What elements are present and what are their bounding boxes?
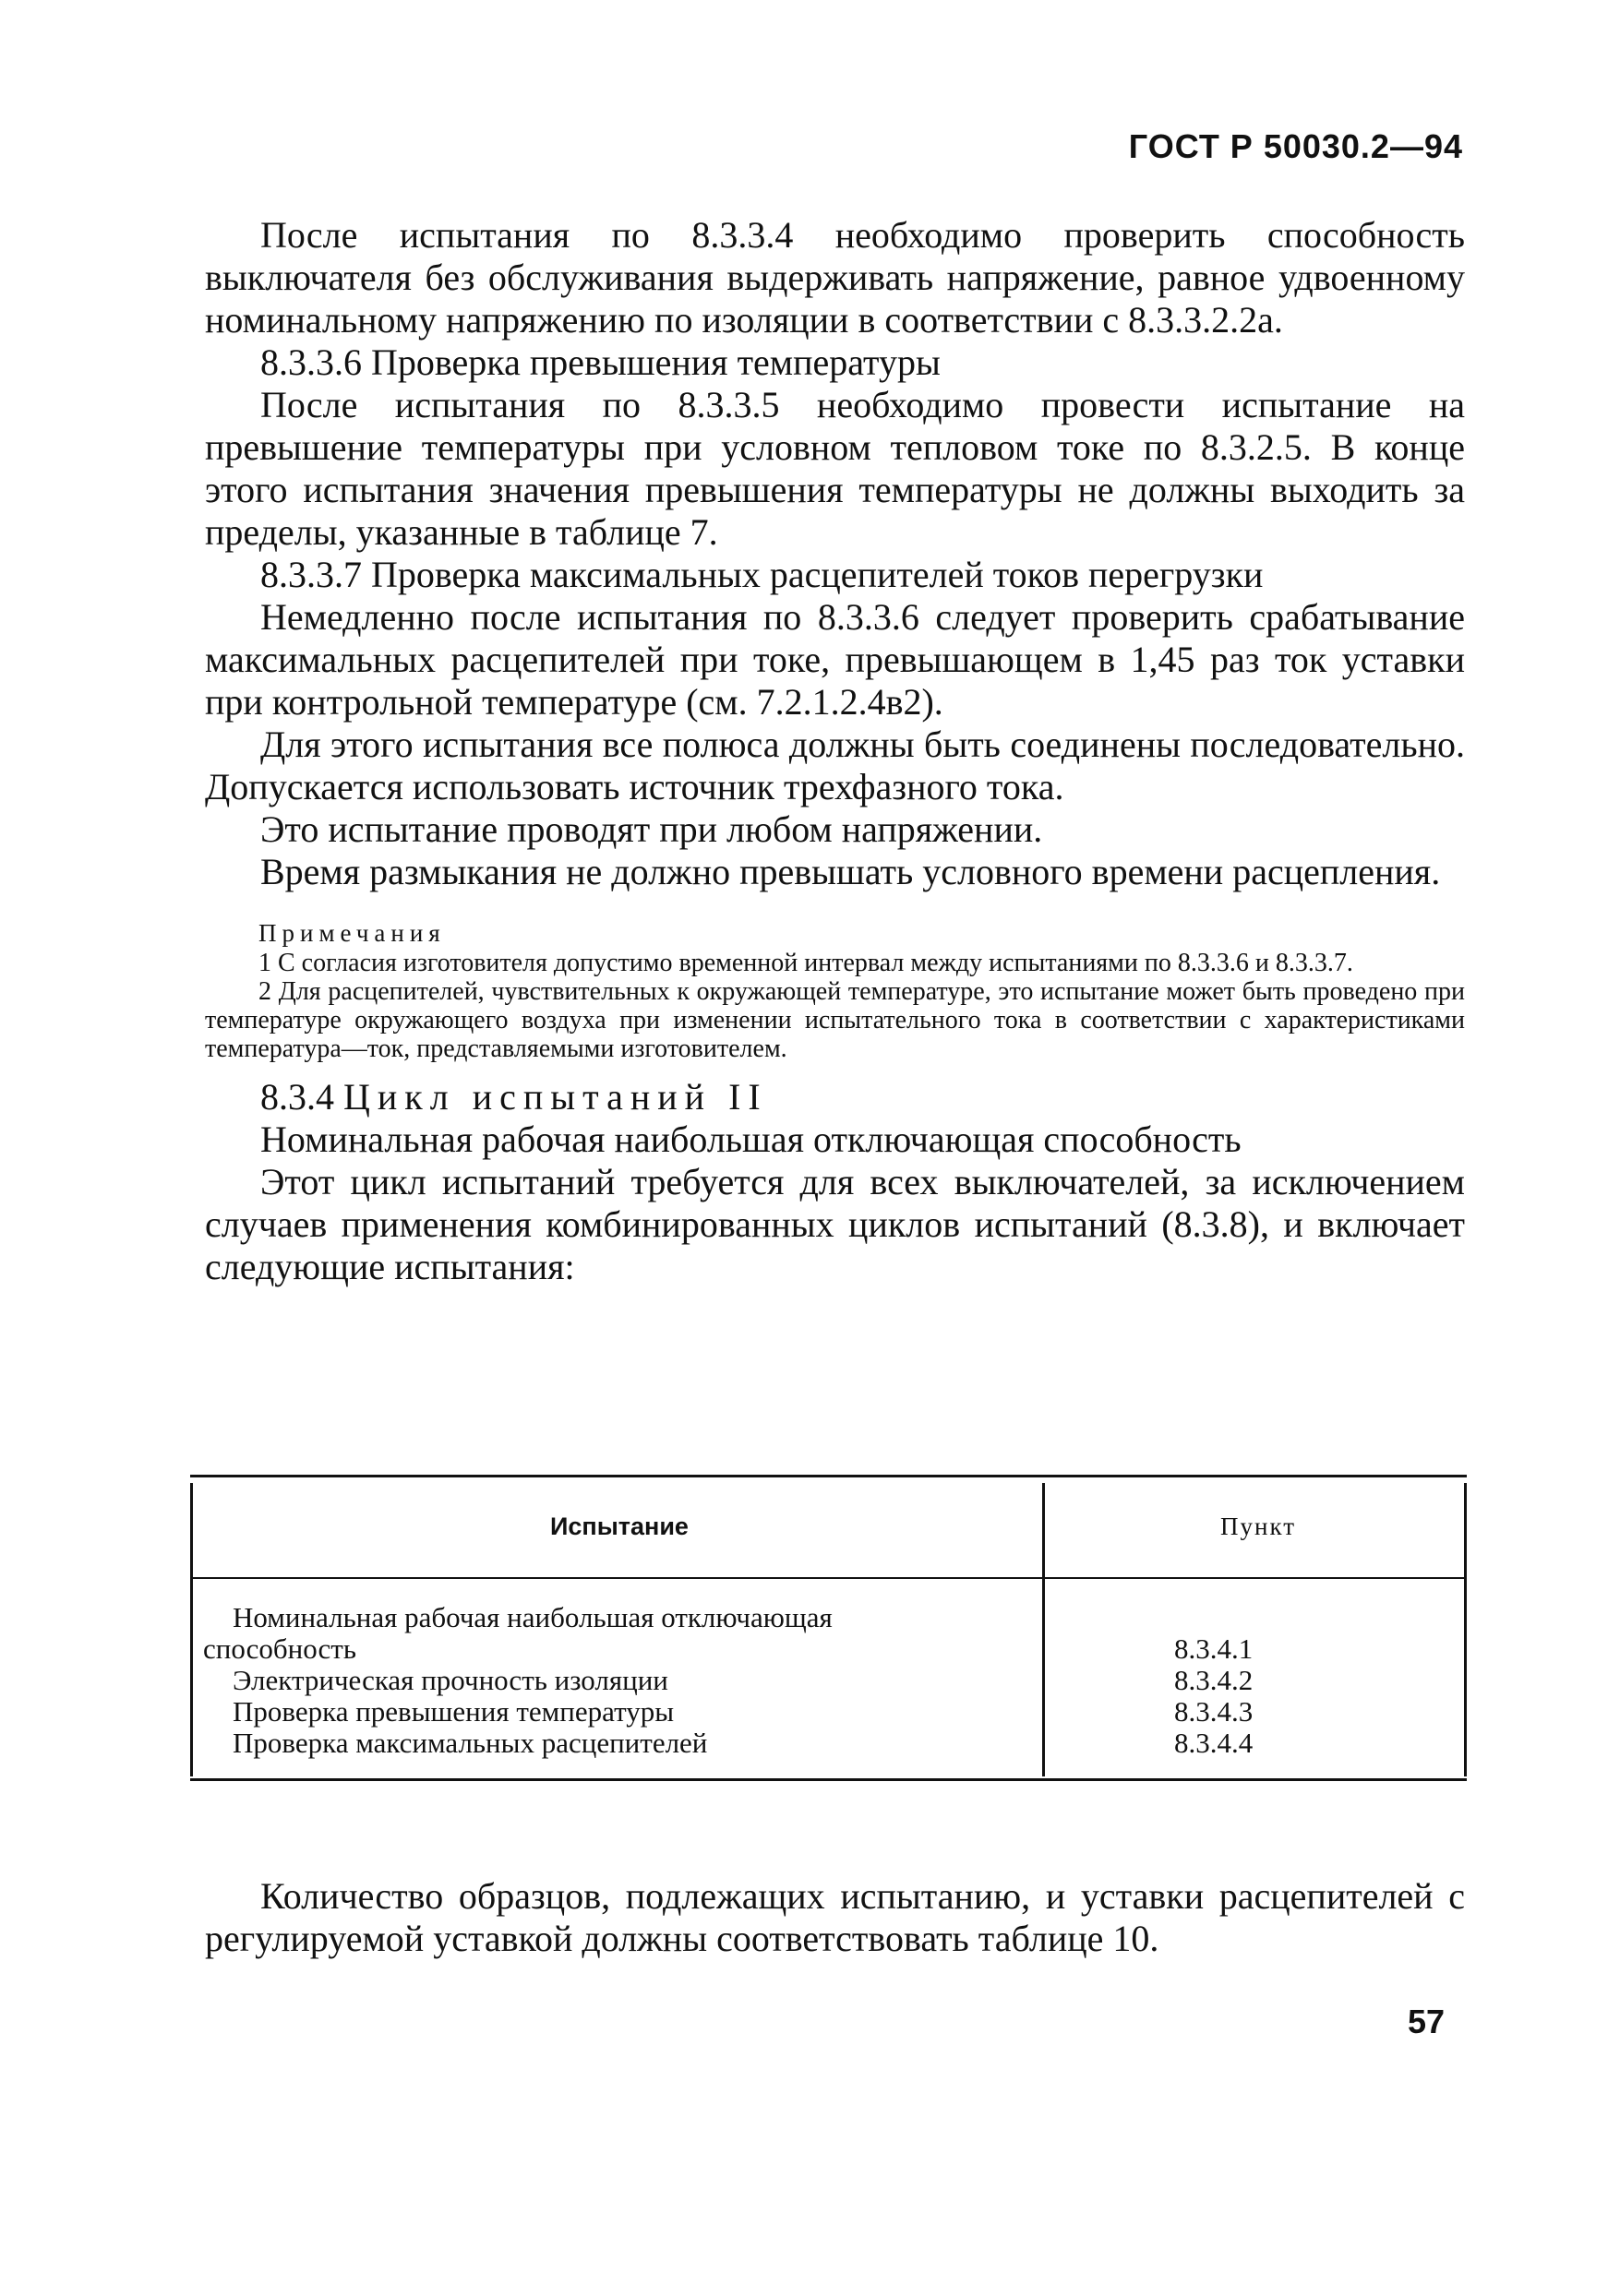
paragraph: Это испытание проводят при любом напряжении. [260, 808, 1043, 850]
paragraph: Время размыкания не должно превышать условного времени расцепления. [260, 851, 1441, 892]
paragraph: Немедленно после испытания по 8.3.3.6 следует проверить срабатывание максимальных расцепителей при токе, превышающем в 1,45 раз ток уставки при контрольной температуре (см. 7.2.1.2.4в2). [205, 596, 1465, 723]
paragraph: После испытания по 8.3.3.5 необходимо провести испытание на превышение температуры при условном тепловом токе по 8.3.2.5. В конце этого испытания значения превышения температуры не должны выходить за пределы, указанные в таблице 7. [205, 384, 1465, 553]
table-cell: Проверка превышения температуры [233, 1695, 675, 1728]
section-heading [205, 1076, 1465, 1118]
table-border [190, 1483, 193, 1776]
table-divider [1042, 1483, 1045, 1776]
table-cell: 8.3.4.1 [1174, 1632, 1254, 1665]
table-cell: Электрическая прочность изоляции [233, 1664, 668, 1696]
table-cell: 8.3.4.4 [1174, 1727, 1254, 1759]
section-title: Цикл испытаний II [343, 1076, 768, 1118]
tests-table [190, 1475, 1467, 1781]
table-cell: Номинальная рабочая наибольшая отключающая [233, 1601, 833, 1633]
table-cell: 8.3.4.3 [1174, 1695, 1254, 1728]
table-test-column [203, 1602, 1038, 1759]
paragraph: Этот цикл испытаний требуется для всех выключателей, за исключением случаев применения комбинированных циклов испытаний (8.3.8), и включает следующие испытания: [205, 1161, 1465, 1287]
table-cell: 8.3.4.2 [1174, 1664, 1254, 1696]
subsection-heading: 8.3.3.7 Проверка максимальных расцепителей токов перегрузки [260, 554, 1264, 595]
table-border [1464, 1483, 1467, 1776]
document-header: ГОСТ Р 50030.2—94 [1128, 127, 1463, 165]
table-clause-column [1174, 1633, 1359, 1759]
note-item: 1 С согласия изготовителя допустимо временной интервал между испытаниями по 8.3.3.6 и 8.3.3.7. [258, 949, 1353, 977]
paragraph: После испытания по 8.3.3.4 необходимо проверить способность выключателя без обслуживания выдерживать напряжение, равное удвоенному номинальному напряжению по изоляции в соответствии с 8.3.3.2.2а. [205, 214, 1465, 341]
table-header-clause: Пункт [1220, 1513, 1297, 1540]
notes-title: Примечания [258, 919, 446, 947]
paragraph: Для этого испытания все полюса должны быть соединены последовательно. Допускается использовать источник трехфазного тока. [205, 723, 1465, 807]
section-number: 8.3.4 [260, 1076, 334, 1118]
paragraph: Количество образцов, подлежащих испытанию, и уставки расцепителей с регулируемой уставкой должны соответствовать таблице 10. [205, 1875, 1465, 1959]
subsection-heading: 8.3.3.6 Проверка превышения температуры [260, 341, 941, 383]
table-cell: способность [203, 1632, 356, 1665]
paragraph: Номинальная рабочая наибольшая отключающая способность [260, 1118, 1242, 1160]
document-body [205, 214, 1465, 1288]
table-cell: Проверка максимальных расцепителей [233, 1727, 708, 1759]
note-item: 2 Для расцепителей, чувствительных к окружающей температуре, это испытание может быть проведено при температуре окружающего воздуха при изменении испытательного тока в соответствии с характеристиками температура—ток, представляемыми изготовителем. [205, 977, 1465, 1063]
table-header-test: Испытание [550, 1513, 689, 1540]
table-header-rule [193, 1577, 1464, 1579]
page-number: 57 [1407, 2003, 1445, 2040]
